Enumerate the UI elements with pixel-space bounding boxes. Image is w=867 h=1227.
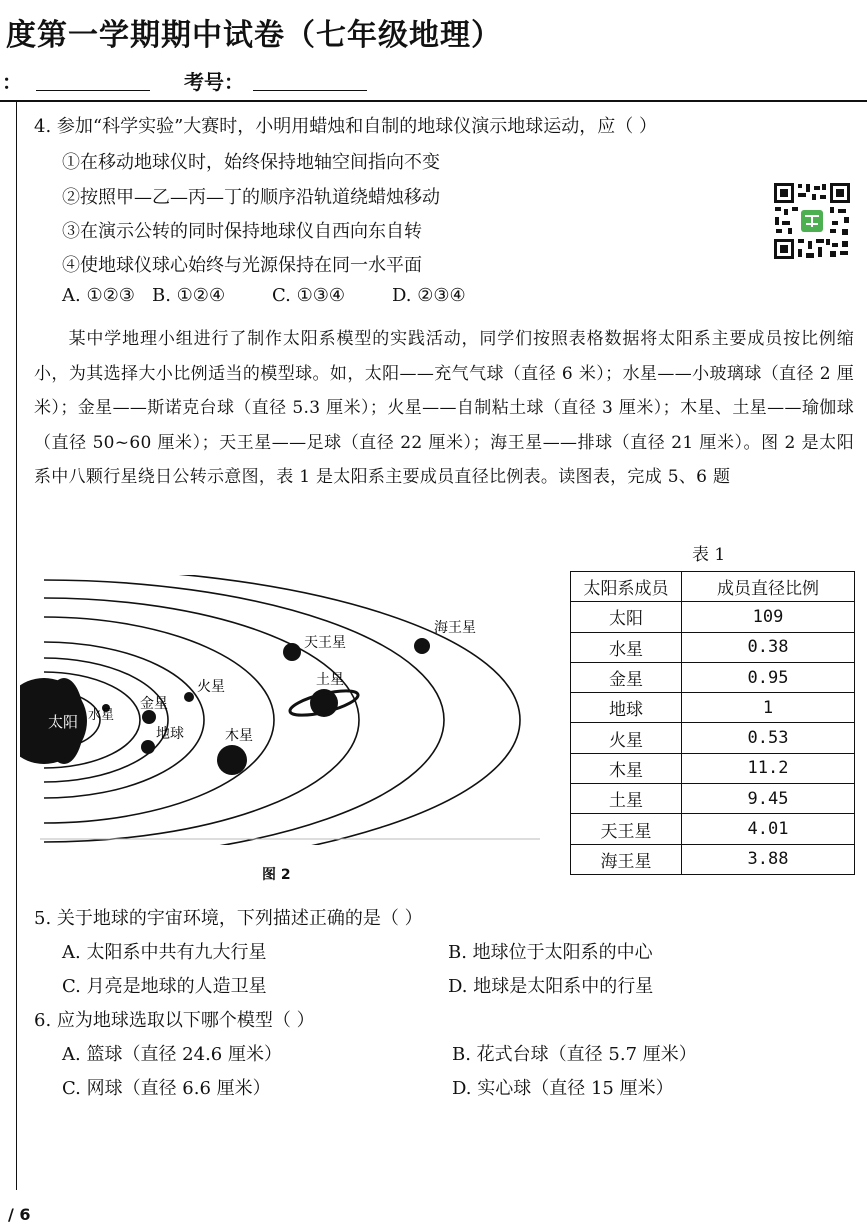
table-row: [571, 632, 855, 662]
table-row: [571, 662, 855, 692]
table-cell-member: 天王星: [571, 814, 682, 844]
q6-option-d[interactable]: D. 实心球（直径 15 厘米）: [452, 1078, 674, 1099]
table-1-caption: 表 1: [692, 545, 726, 565]
table-header-member: 太阳系成员: [571, 572, 682, 602]
earth-label: 地球: [156, 726, 184, 742]
table-header-ratio: 成员直径比例: [682, 572, 855, 602]
table-cell-member: 海王星: [571, 844, 682, 874]
q6-option-c[interactable]: C. 网球（直径 6.6 厘米）: [62, 1078, 271, 1099]
uranus-dot: [283, 643, 301, 661]
q5-option-c[interactable]: C. 月亮是地球的人造卫星: [62, 976, 267, 997]
q4-stem: 4. 参加“科学实验”大赛时，小明用蜡烛和自制的地球仪演示地球运动，应（ ）: [34, 116, 658, 137]
q4-option-d[interactable]: D. ②③④: [392, 285, 466, 306]
q6-option-a[interactable]: A. 篮球（直径 24.6 厘米）: [62, 1044, 282, 1065]
q6-option-b[interactable]: B. 花式台球（直径 5.7 厘米）: [452, 1044, 697, 1065]
venus-label: 金星: [140, 696, 168, 712]
table-row: [571, 693, 855, 723]
q4-item-3: ③在演示公转的同时保持地球仪自西向东自转: [62, 221, 422, 242]
table-row: [571, 753, 855, 783]
exam-number-label: 考号：: [184, 70, 244, 94]
table-cell-ratio: 11.2: [682, 753, 855, 783]
name-field-line[interactable]: [36, 72, 150, 91]
table-row: [571, 844, 855, 874]
table-cell-member: 木星: [571, 753, 682, 783]
header-divider: [0, 100, 867, 102]
table-row: [571, 784, 855, 814]
table-cell-ratio: 4.01: [682, 814, 855, 844]
table-cell-ratio: 0.95: [682, 662, 855, 692]
q4-item-1: ①在移动地球仪时，始终保持地轴空间指向不变: [62, 152, 440, 173]
q4-item-4: ④使地球仪球心始终与光源保持在同一水平面: [62, 255, 422, 276]
table-cell-member: 火星: [571, 723, 682, 753]
table-cell-ratio: 3.88: [682, 844, 855, 874]
exam-title: 度第一学期期中试卷（七年级地理）: [6, 18, 502, 53]
table-row: [571, 602, 855, 632]
exam-number-field-line[interactable]: [253, 72, 367, 91]
table-cell-ratio: 109: [682, 602, 855, 632]
saturn-label: 土星: [316, 672, 344, 688]
q5-stem: 5. 关于地球的宇宙环境，下列描述正确的是（ ）: [34, 908, 423, 929]
venus-dot: [142, 710, 156, 724]
sun-label: 太阳: [48, 713, 79, 731]
q4-option-b[interactable]: B. ①②④: [152, 285, 226, 306]
mars-label: 火星: [197, 679, 225, 695]
mercury-label: 水星: [88, 708, 115, 723]
table-row: [571, 814, 855, 844]
earth-dot: [141, 740, 155, 754]
table-cell-member: 水星: [571, 632, 682, 662]
figure-2-caption: 图 2: [262, 867, 291, 883]
jupiter-dot: [217, 745, 247, 775]
table-cell-member: 太阳: [571, 602, 682, 632]
table-cell-ratio: 1: [682, 693, 855, 723]
qr-code-icon: [772, 181, 852, 261]
page-number: / 6: [8, 1205, 31, 1224]
binding-margin-line: [16, 100, 17, 1190]
q5-option-b[interactable]: B. 地球位于太阳系的中心: [448, 942, 653, 963]
table-cell-member: 地球: [571, 693, 682, 723]
q5-option-d[interactable]: D. 地球是太阳系中的行星: [448, 976, 654, 997]
table-cell-ratio: 0.38: [682, 632, 855, 662]
table-cell-member: 金星: [571, 662, 682, 692]
q4-item-2: ②按照甲—乙—丙—丁的顺序沿轨道绕蜡烛移动: [62, 187, 440, 208]
figure-2-solar-system-diagram: [20, 575, 540, 845]
q4-option-a[interactable]: A. ①②③: [62, 285, 135, 306]
table-cell-member: 土星: [571, 784, 682, 814]
jupiter-label: 木星: [225, 728, 253, 744]
passage-text: 某中学地理小组进行了制作太阳系模型的实践活动，同学们按照表格数据将太阳系主要成员按比例缩小，为其选择大小比例适当的模型球。如，太阳——充气气球（直径 6 米）；水星——小玻璃球（直径 2 厘米）；金星——斯诺克台球（直径 5.3 厘米）；火星——自制粘土球（直径 3 厘米）；木星、土星——瑜伽球（直径 50~60 厘米）；天王星——足球（直径 22 厘米）；海王星——排球（直径 21 厘米）。图 2 是太阳系中八颗行星绕日公转示意图，表 1 是太阳系主要成员直径比例表。读图表，完成 5、6 题: [34, 329, 854, 487]
mars-dot: [184, 692, 194, 702]
q5-option-a[interactable]: A. 太阳系中共有九大行星: [62, 942, 267, 963]
table-row: [571, 723, 855, 753]
name-label: ：: [2, 70, 22, 94]
table-1: [570, 571, 855, 875]
table-cell-ratio: 9.45: [682, 784, 855, 814]
neptune-label: 海王星: [434, 620, 476, 636]
q4-option-c[interactable]: C. ①③④: [272, 285, 345, 306]
table-header-row: [571, 572, 855, 602]
q6-stem: 6. 应为地球选取以下哪个模型（ ）: [34, 1010, 315, 1031]
table-cell-ratio: 0.53: [682, 723, 855, 753]
neptune-dot: [414, 638, 430, 654]
uranus-label: 天王星: [304, 635, 346, 651]
